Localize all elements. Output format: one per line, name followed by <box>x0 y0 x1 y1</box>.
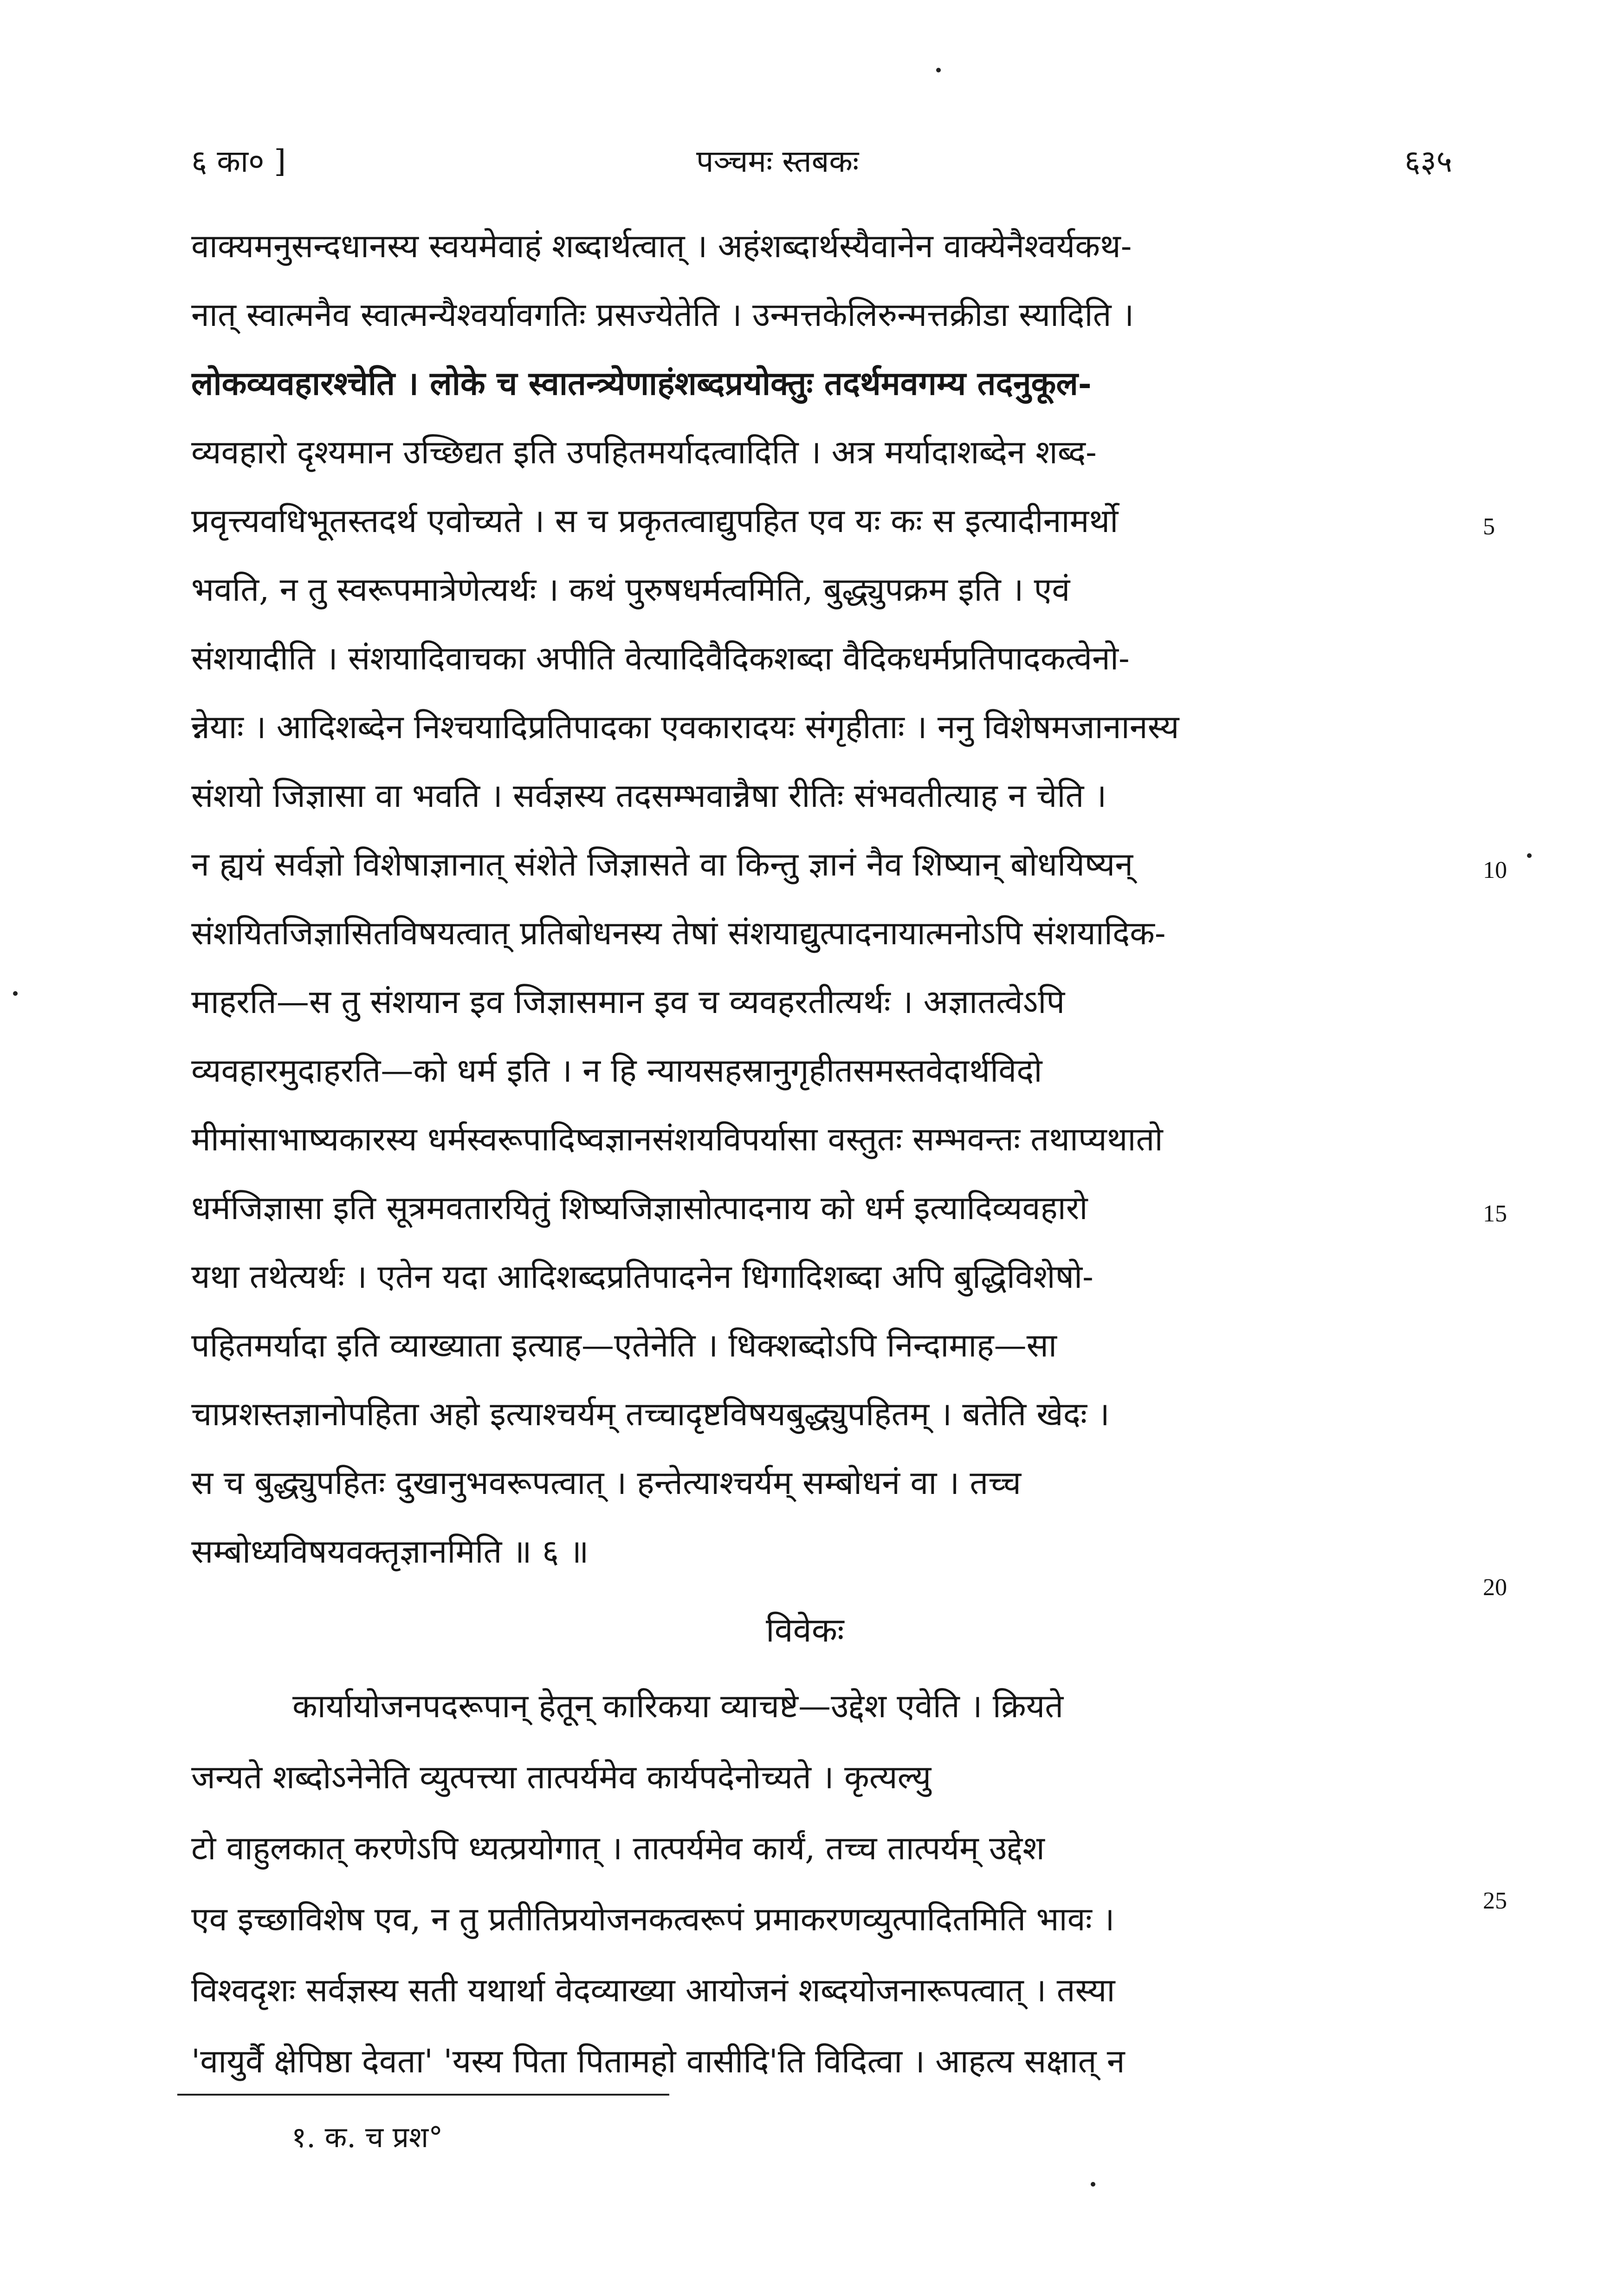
line-number: 10 <box>1483 857 1507 883</box>
text-line: न ह्ययं सर्वज्ञो विशेषाज्ञानात् संशेते जिज्ञासते वा किन्तु ज्ञानं नैव शिष्यान् बोधयिष्यन् <box>191 845 1133 883</box>
section-title: विवेकः <box>766 1610 844 1649</box>
text-line: माहरति—स तु संशयान इव जिज्ञासमान इव च व्यवहरतीत्यर्थः । अज्ञातत्वेऽपि <box>191 983 1065 1021</box>
text-line: 'वायुर्वै क्षेपिष्ठा देवता' 'यस्य पिता पितामहो वासीदि'ति विदित्वा । आहत्य सक्षात् न <box>191 2042 1125 2080</box>
text-line: धर्मजिज्ञासा इति सूत्रमवतारयितुं शिष्यजिज्ञासोत्पादनाय को धर्म इत्यादिव्यवहारो <box>191 1189 1088 1227</box>
text-line: पहितमर्यादा इति व्याख्याता इत्याह—एतेनेति । धिक्शब्दोऽपि निन्दामाह—सा <box>191 1326 1057 1364</box>
text-line: न्नेयाः । आदिशब्देन निश्चयादिप्रतिपादका एवकारादयः संगृहीताः । ननु विशेषमजानानस्य <box>191 708 1179 746</box>
footnote: १. क. च प्रश° <box>291 2120 443 2154</box>
text-line: संशयितजिज्ञासितविषयत्वात् प्रतिबोधनस्य तेषां संशयाद्युत्पादनायात्मनोऽपि संशयादिक- <box>191 914 1166 952</box>
text-line: यथा तथेत्यर्थः । एतेन यदा आदिशब्दप्रतिपादनेन धिगादिशब्दा अपि बुद्धिविशेषो- <box>191 1258 1093 1296</box>
text-line: संशयादीति । संशयादिवाचका अपीति वेत्यादिवैदिकशब्दा वैदिकधर्मप्रतिपादकत्वेनो- <box>191 639 1130 677</box>
text-line: भवति, न तु स्वरूपमात्रेणेत्यर्थः । कथं पुरुषधर्मत्वमिति, बुद्ध्युपक्रम इति । एवं <box>191 571 1070 609</box>
line-number: 20 <box>1483 1574 1507 1601</box>
speck <box>13 991 18 996</box>
text-line: वाक्यमनुसन्दधानस्य स्वयमेवाहं शब्दार्थत्वात् । अहंशब्दार्थस्यैवानेन वाक्येनैश्वर्यकथ- <box>191 227 1132 265</box>
running-head-left: ६ का० ] <box>191 143 286 179</box>
text-line: सम्बोध्यविषयवक्तृज्ञानमिति ॥ ६ ॥ <box>191 1532 589 1571</box>
text-line: मीमांसाभाष्यकारस्य धर्मस्वरूपादिष्वज्ञानसंशयविपर्यासा वस्तुतः सम्भवन्तः तथाप्यथातो <box>191 1120 1163 1158</box>
text-line: चाप्रशस्तज्ञानोपहिता अहो इत्याश्चर्यम् तच्चादृष्टविषयबुद्ध्युपहितम् । बतेति खेदः । <box>191 1395 1110 1433</box>
speck <box>1527 853 1532 858</box>
speck <box>936 68 941 72</box>
text-line: व्यवहारमुदाहरति—को धर्म इति । न हि न्यायसहस्रानुगृहीतसमस्तवेदार्थविदो <box>191 1052 1042 1090</box>
page-number: ६३५ <box>1404 143 1452 179</box>
speck <box>1091 2182 1095 2187</box>
running-head-title: पञ्चमः स्तबकः <box>696 143 859 179</box>
text-line: जन्यते शब्दोऽनेनेति व्युत्पत्त्या तात्पर्यमेव कार्यपदेनोच्यते । कृत्यल्यु <box>191 1758 932 1796</box>
text-line: स च बुद्ध्युपहितः दुखानुभवरूपत्वात् । हन्तेत्याश्चर्यम् सम्बोधनं वा । तच्च <box>191 1464 1022 1502</box>
text-line: टो वाहुलकात् करणेऽपि ध्यत्प्रयोगात् । तात्पर्यमेव कार्यं, तच्च तात्पर्यम् उद्देश <box>191 1829 1045 1867</box>
text-line: प्रवृत्त्यवधिभूतस्तदर्थ एवोच्यते । स च प्रकृतत्वाद्युपहित एव यः कः स इत्यादीनामर्थो <box>191 502 1119 540</box>
text-line: संशयो जिज्ञासा वा भवति । सर्वज्ञस्य तदसम्भवान्नैषा रीतिः संभवतीत्याह न चेति । <box>191 777 1107 815</box>
text-line: एव इच्छाविशेष एव, न तु प्रतीतिप्रयोजनकत्वरूपं प्रमाकरणव्युत्पादितमिति भावः । <box>191 1900 1115 1938</box>
footnote-rule <box>177 2094 669 2096</box>
line-number: 5 <box>1483 513 1495 540</box>
line-number: 15 <box>1483 1201 1507 1227</box>
text-line: विश्वदृशः सर्वज्ञस्य सती यथार्था वेदव्याख्या आयोजनं शब्दयोजनारूपत्वात् । तस्या <box>191 1971 1115 2009</box>
text-line: व्यवहारो दृश्यमान उच्छिद्यत इति उपहितमर्यादत्वादिति । अत्र मर्यादाशब्देन शब्द- <box>191 433 1097 471</box>
line-number: 25 <box>1483 1888 1507 1914</box>
text-line: लोकव्यवहारश्चेति । लोके च स्वातन्त्र्येणाहंशब्दप्रयोक्तुः तदर्थमवगम्य तदनुकूल- <box>191 364 1092 402</box>
text-line: नात् स्वात्मनैव स्वात्मन्यैश्वर्यावगतिः प्रसज्येतेति । उन्मत्तकेलिरुन्मत्तक्रीडा स्यादिति । <box>191 296 1134 334</box>
text-line: कार्यायोजनपदरूपान् हेतून् कारिकया व्याचष्टे—उद्देश एवेति । क्रियते <box>292 1687 1064 1725</box>
